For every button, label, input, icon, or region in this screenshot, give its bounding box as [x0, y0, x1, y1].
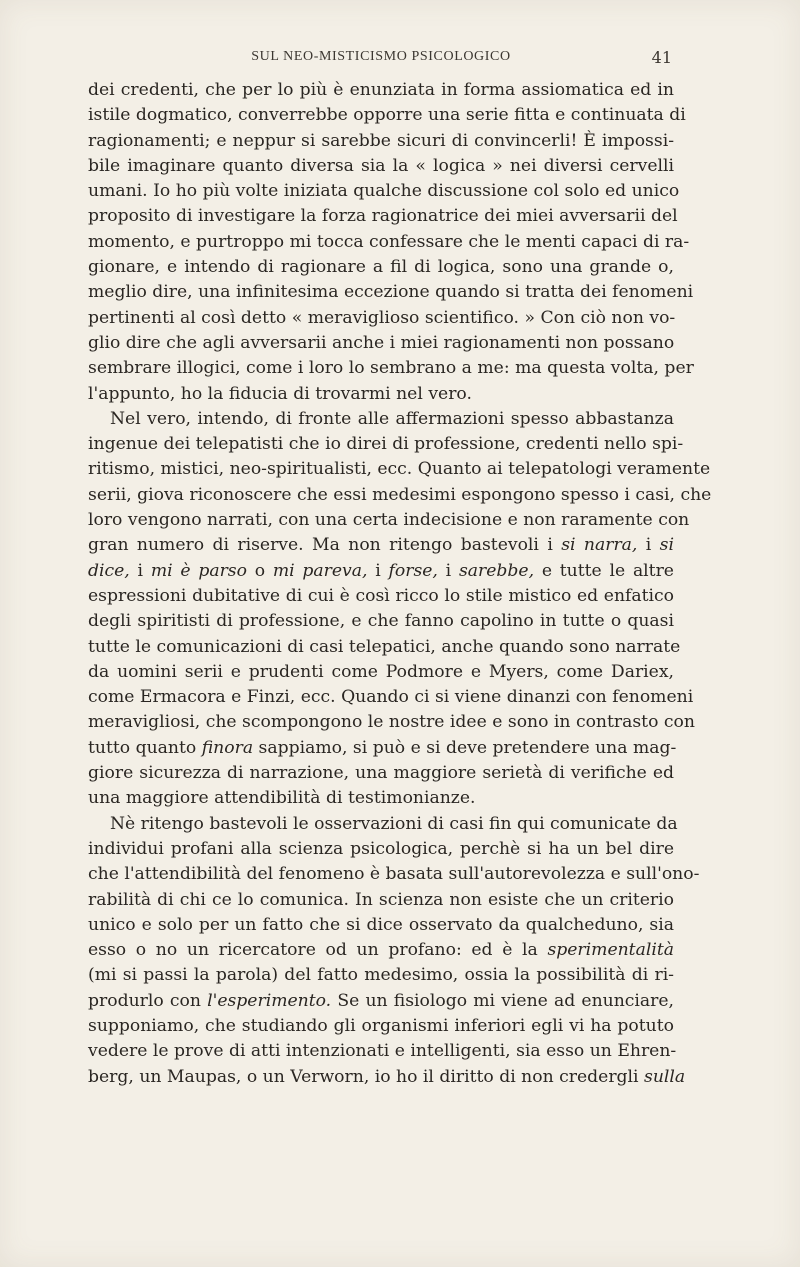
- text-segment: individui profani alla scienza psicologica, perchè si ha un bel dire: [88, 838, 674, 859]
- text-line: [88, 1065, 686, 1090]
- text-line: [88, 736, 677, 761]
- text-line: [88, 609, 674, 634]
- text-segment: espressioni dubitative di cui è così ricco lo stile mistico ed enfatico: [88, 585, 674, 606]
- text-segment: da uomini serii e prudenti come Podmore e Myers, come Dariex,: [88, 661, 674, 682]
- text-line: [88, 280, 694, 305]
- text-line: [88, 862, 700, 887]
- text-segment: ingenue dei telepatisti che io direi di professione, credenti nello spi-: [88, 434, 684, 455]
- text-segment: (mi si passi la parola) del fatto medesimo, ossia la possibilità di ri-: [88, 965, 674, 986]
- text-line: [88, 761, 674, 786]
- text-segment: ragionamenti; e neppur si sarebbe sicuri di convincerli! È impossi-: [88, 130, 674, 151]
- text-line: [88, 660, 674, 685]
- text-line: [88, 306, 674, 331]
- text-segment: degli spiritisti di professione, e che fanno capolino in tutte o quasi: [88, 611, 674, 632]
- text-line: [88, 407, 674, 432]
- text-segment: istile dogmatico, converrebbe opporre una serie fitta e continuata di: [88, 105, 686, 126]
- text-line: [88, 938, 674, 963]
- text-line: [88, 710, 695, 735]
- text-line: [88, 786, 674, 811]
- italic-text: finora: [201, 737, 254, 758]
- text-segment: meravigliosi, che scompongono le nostre idee e sono in contrasto con: [88, 712, 695, 733]
- italic-text: si narra,: [561, 535, 638, 556]
- italic-text: l'esperimento.: [207, 990, 332, 1011]
- text-segment: meglio dire, una infinitesima eccezione quando si tratta dei fenomeni: [88, 282, 694, 303]
- text-segment: e tutte le altre: [534, 560, 674, 581]
- text-line: [88, 508, 690, 533]
- text-segment: i: [367, 560, 389, 581]
- text-segment: una maggiore attendibilità di testimonianze.: [88, 788, 476, 809]
- text-line: [88, 457, 711, 482]
- text-segment: produrlo con: [88, 990, 208, 1011]
- text-line: [88, 129, 674, 154]
- text-line: [88, 331, 674, 356]
- text-segment: Nel vero, intendo, di fronte alle affermazioni spesso abbastanza: [110, 408, 674, 429]
- text-segment: sembrare illogici, come i loro lo sembrano a me: ma questa volta, per: [88, 358, 694, 379]
- text-segment: proposito di investigare la forza ragionatrice dei miei avversarii del: [88, 206, 678, 227]
- text-segment: vedere le prove di atti intenzionati e intelligenti, sia esso un Ehren-: [88, 1041, 677, 1062]
- text-line: [88, 635, 681, 660]
- text-segment: l'appunto, ho la fiducia di trovarmi nel vero.: [88, 383, 472, 404]
- text-segment: giore sicurezza di narrazione, una maggiore serietà di verifiche ed: [88, 763, 674, 784]
- text-line: [88, 483, 712, 508]
- text-line: [88, 103, 686, 128]
- text-line: [88, 533, 674, 558]
- italic-text: si: [659, 535, 674, 556]
- italic-text: mi è parso: [150, 560, 247, 581]
- text-segment: supponiamo, che studiando gli organismi inferiori egli vi ha potuto: [88, 1015, 674, 1036]
- text-segment: che l'attendibilità del fenomeno è basata sull'autorevolezza e sull'ono-: [88, 864, 700, 885]
- text-segment: esso o no un ricercatore od un profano: ed è la: [88, 940, 548, 961]
- text-line: [88, 179, 680, 204]
- text-line: [88, 888, 674, 913]
- text-line: [88, 432, 684, 457]
- text-segment: i: [637, 535, 660, 556]
- text-line: [88, 812, 678, 837]
- text-segment: bile imaginare quanto diversa sia la « logica » nei diversi cervelli: [88, 155, 674, 176]
- body-text: [88, 78, 712, 1090]
- text-line: [88, 913, 674, 938]
- text-line: [88, 204, 678, 229]
- text-segment: rabilità di chi ce lo comunica. In scienza non esiste che un criterio: [88, 889, 674, 910]
- text-line: [88, 255, 674, 280]
- text-segment: ritismo, mistici, neo-spiritualisti, ecc. Quanto ai telepatologi veramente: [88, 459, 711, 480]
- text-line: [88, 685, 694, 710]
- text-segment: Se un fisiologo mi viene ad enunciare,: [331, 990, 675, 1011]
- text-line: [88, 1014, 674, 1039]
- text-line: [88, 78, 674, 103]
- text-line: [88, 584, 674, 609]
- text-line: [88, 963, 674, 988]
- text-segment: i: [129, 560, 151, 581]
- italic-text: sperimentalità: [547, 940, 674, 961]
- running-title: SUL NEO-MISTICISMO PSICOLOGICO: [251, 49, 511, 64]
- text-segment: come Ermacora e Finzi, ecc. Quando ci si viene dinanzi con fenomeni: [88, 687, 694, 708]
- italic-text: sarebbe,: [458, 560, 535, 581]
- text-segment: unico e solo per un fatto che si dice osservato da qualcheduno, sia: [88, 914, 674, 935]
- text-segment: sappiamo, si può e si deve pretendere una mag-: [253, 737, 677, 758]
- italic-text: dice,: [88, 560, 130, 581]
- text-line: [88, 989, 674, 1014]
- text-segment: umani. Io ho più volte iniziata qualche discussione col solo ed unico: [88, 181, 680, 202]
- text-line: [88, 837, 674, 862]
- text-segment: i: [437, 560, 459, 581]
- text-segment: gran numero di riserve. Ma non ritengo bastevoli i: [88, 535, 562, 556]
- text-line: [88, 382, 674, 407]
- italic-text: sulla: [644, 1066, 686, 1087]
- text-line: [88, 559, 674, 584]
- text-segment: gionare, e intendo di ragionare a fil di logica, sono una grande o,: [88, 257, 674, 278]
- text-segment: berg, un Maupas, o un Verworn, io ho il diritto di non credergli: [88, 1066, 644, 1087]
- text-segment: pertinenti al così detto « meraviglioso scientifico. » Con ciò non vo-: [88, 307, 676, 328]
- text-segment: tutto quanto: [88, 737, 202, 758]
- text-segment: loro vengono narrati, con una certa indecisione e non raramente con: [88, 510, 690, 531]
- text-segment: dei credenti, che per lo più è enunziata in forma assiomatica ed in: [88, 80, 674, 100]
- italic-text: mi pareva,: [272, 560, 368, 581]
- page-number: 41: [651, 48, 672, 67]
- text-line: [88, 230, 690, 255]
- text-segment: tutte le comunicazioni di casi telepatici, anche quando sono narrate: [88, 636, 681, 657]
- text-segment: glio dire che agli avversarii anche i miei ragionamenti non possano: [88, 332, 675, 353]
- text-line: [88, 1039, 677, 1064]
- text-segment: Nè ritengo bastevoli le osservazioni di casi fin qui comunicate da: [110, 813, 678, 834]
- text-segment: o: [246, 560, 273, 581]
- running-head: [88, 49, 674, 73]
- text-segment: serii, giova riconoscere che essi medesimi espongono spesso i casi, che: [88, 484, 712, 505]
- text-line: [88, 154, 674, 179]
- text-line: [88, 356, 694, 381]
- text-segment: momento, e purtroppo mi tocca confessare che le menti capaci di ra-: [88, 231, 690, 252]
- italic-text: forse,: [388, 560, 438, 581]
